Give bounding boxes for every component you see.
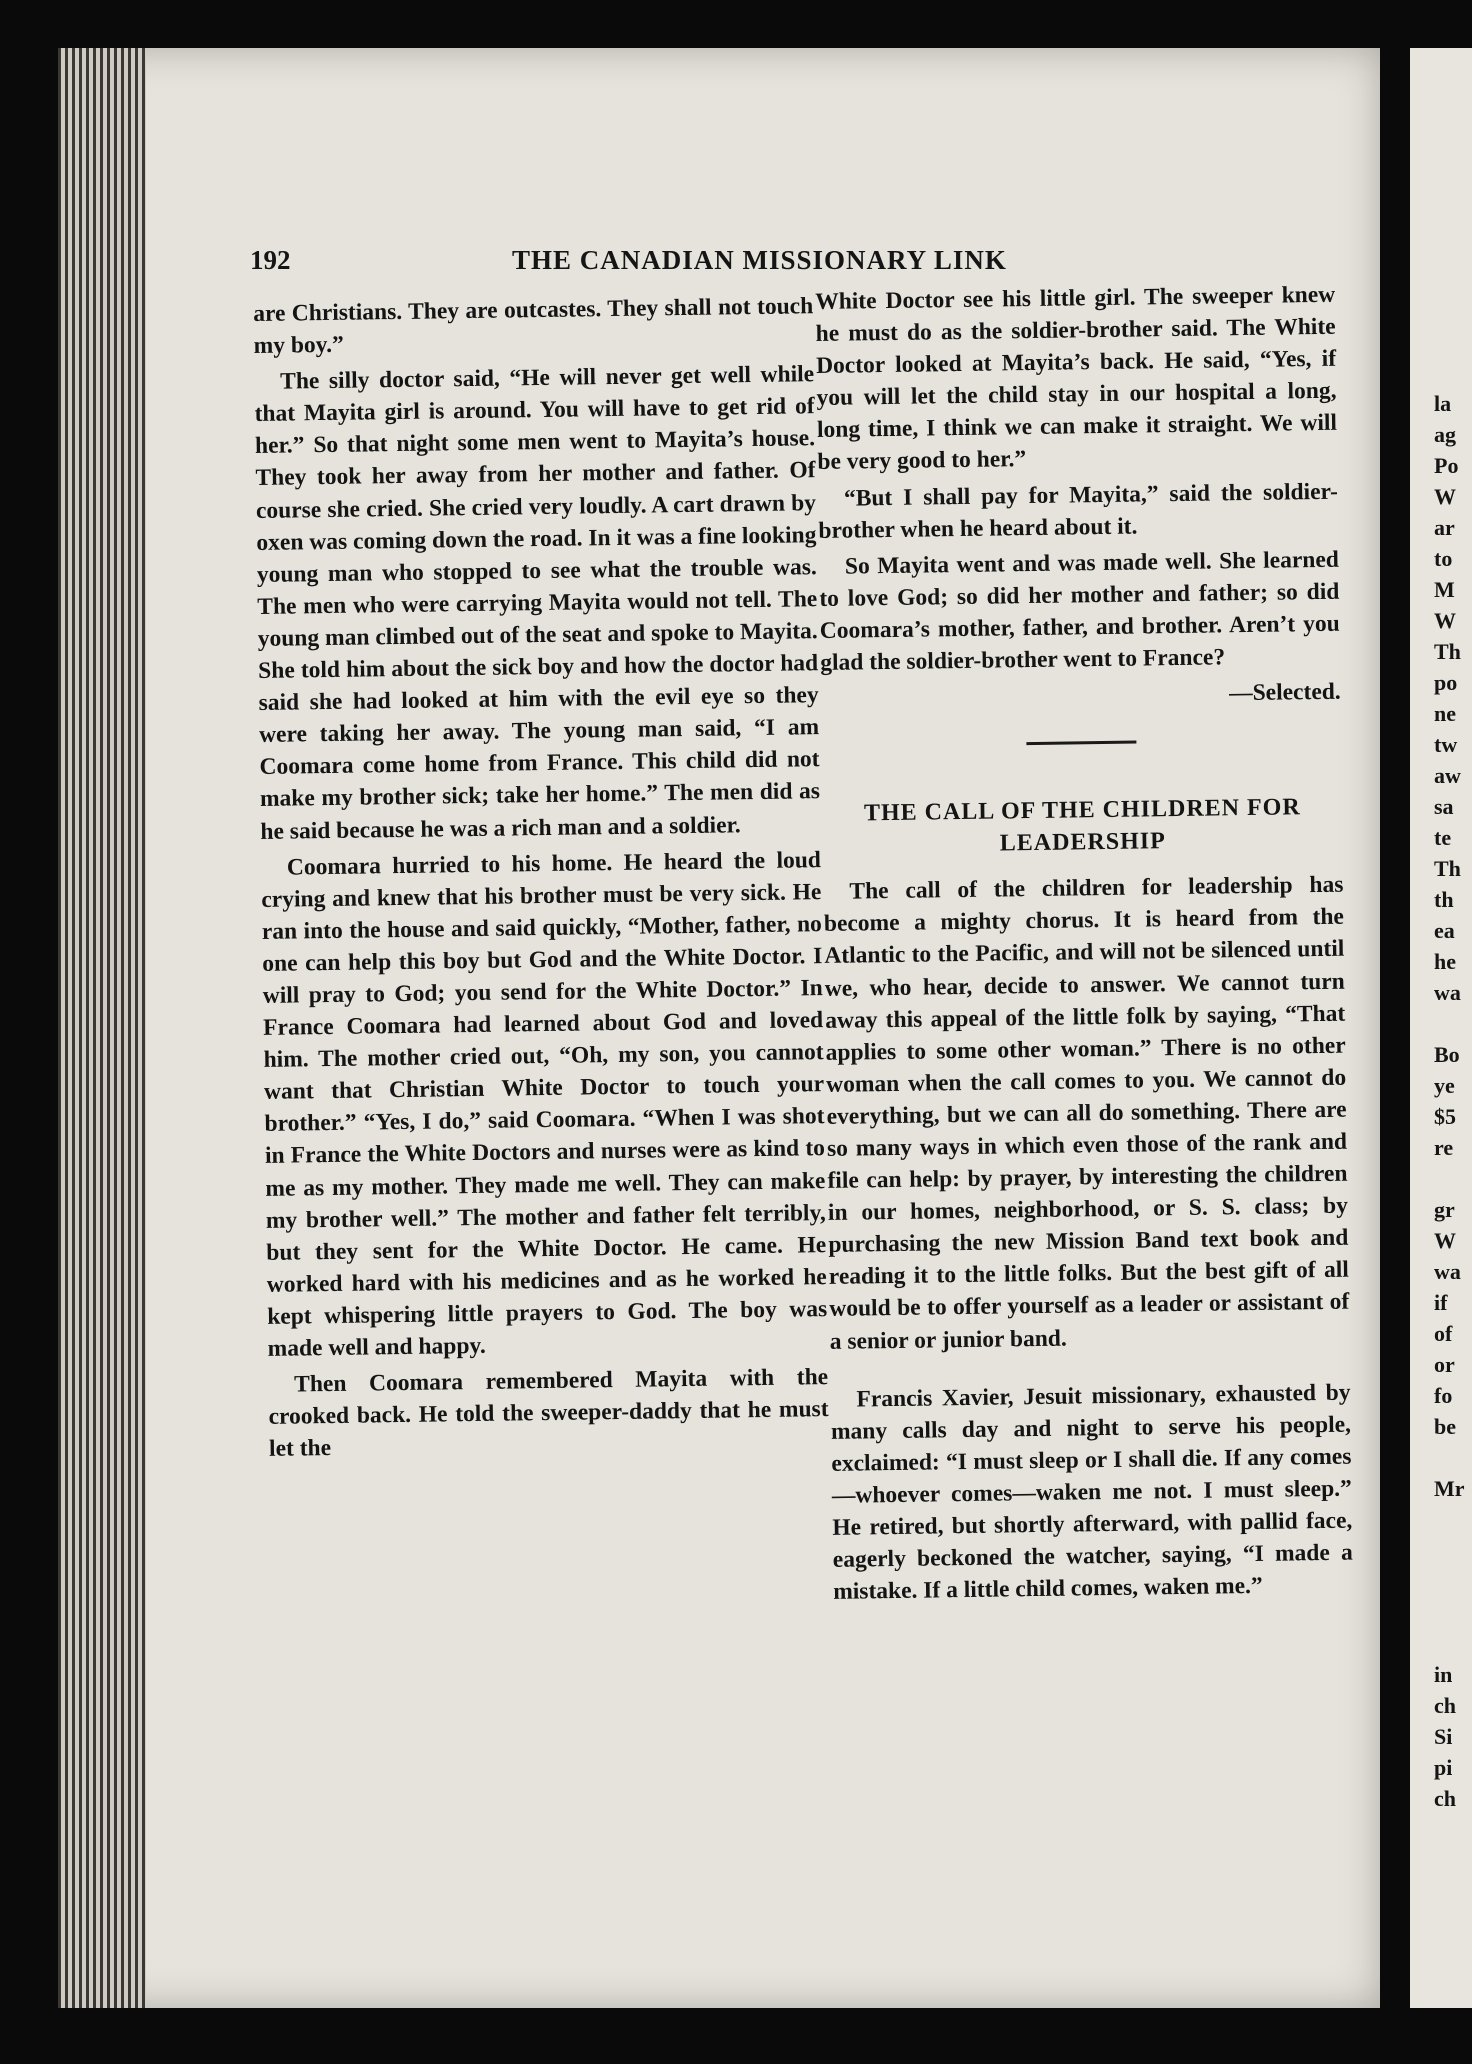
facing-page-lines	[1410, 388, 1465, 1814]
facing-page-fragment: ye	[1434, 1073, 1455, 1098]
facing-page-fragment: re	[1434, 1135, 1454, 1160]
facing-page-fragment: la	[1434, 391, 1452, 416]
facing-page-fragment: ar	[1434, 515, 1455, 540]
facing-page-strip	[1410, 48, 1472, 2008]
facing-page-fragment	[1410, 1442, 1465, 1473]
facing-page-fragment: fo	[1434, 1383, 1453, 1408]
facing-page-fragment: W	[1434, 608, 1456, 633]
facing-page-fragment	[1410, 1008, 1465, 1039]
facing-page-fragment	[1410, 1535, 1465, 1566]
facing-page-fragment: ne	[1434, 701, 1456, 726]
page-number: 192	[250, 245, 291, 275]
book-gutter	[1380, 0, 1410, 2064]
paragraph: “But I shall pay for Mayita,” said the soldier-brother when he heard about it.	[818, 478, 1339, 544]
facing-page-fragment: W	[1434, 1228, 1456, 1253]
facing-page-fragment: tw	[1434, 732, 1458, 757]
facing-page-fragment: sa	[1434, 794, 1454, 819]
facing-page-fragment: Si	[1434, 1724, 1453, 1749]
paragraph: are Christians. They are outcastes. They shall not touch my boy.”	[253, 293, 814, 360]
facing-page-fragment: th	[1434, 887, 1454, 912]
facing-page-fragment: te	[1434, 825, 1452, 850]
paragraph: Francis Xavier, Jesuit missionary, exhausted by many calls day and night to serve his people, exclaimed: “I must sleep or I shall die. If any comes—whoever comes—waken me not. I must sleep.” He retired, but shortly afterward, with pallid face, eagerly beckoned the watcher, saying, “I made a mistake. If a little child comes, waken me.”	[830, 1379, 1353, 1606]
facing-page-fragment: be	[1434, 1414, 1456, 1439]
facing-page-fragment: aw	[1434, 763, 1461, 788]
facing-page-fragment: Th	[1434, 856, 1461, 881]
facing-page-fragment: gr	[1434, 1197, 1455, 1222]
facing-page-fragment	[1410, 1504, 1465, 1535]
facing-page-fragment: if	[1434, 1290, 1448, 1315]
facing-page-fragment: pi	[1434, 1755, 1453, 1780]
facing-page-fragment: ch	[1434, 1693, 1456, 1718]
facing-page-fragment: ch	[1434, 1786, 1456, 1811]
facing-page-fragment: ea	[1434, 918, 1455, 943]
facing-page-fragment: Th	[1434, 639, 1461, 664]
paragraph: Then Coomara remembered Mayita with the crooked back. He told the sweeper-daddy that he must let the	[268, 1364, 829, 1463]
facing-page-fragment: W	[1434, 484, 1456, 509]
paragraph: Coomara hurried to his home. He heard the loud crying and knew that his brother must be very sick. He ran into the house and said quickly, “Mother, father, no one can help this boy but God and the White Doctor. I will pray to God; you send for the White Doctor.” In France Coomara had learned about God and loved him. The mother cried out, “Oh, my son, you cannot want that Christian White Doctor to touch your brother.” “Yes, I do,” said Coomara. “When I was shot in France the White Doctors and nurses were as kind to me as my mother. They made me well. They can make my brother well.” The mother and father felt terribly, but they sent for the White Doctor. He came. He worked hard with his medicines and as he worked he kept whispering little prayers to God. The boy was made well and happy.	[261, 846, 828, 1362]
facing-page-fragment	[1410, 1163, 1465, 1194]
running-head: THE CANADIAN MISSIONARY LINK	[512, 245, 1007, 275]
facing-page-fragment: or	[1434, 1352, 1455, 1377]
section-title: THE CALL OF THE CHILDREN FOR LEADERSHIP	[863, 794, 1301, 857]
facing-page-fragment: Bo	[1434, 1042, 1460, 1067]
facing-page-fragment: of	[1434, 1321, 1453, 1346]
paragraph: The call of the children for leadership has become a mighty chorus. It is heard from the Atlantic to the Pacific, and will not be silenced until we, who hear, decide to answer. We cannot turn away this appeal of the little folk by saying, “That applies to some other woman.” There is no other woman when the call comes to you. We cannot do everything, but we can all do something. There are so many ways in which even those of the rank and file can help: by prayer, by interesting the children in our homes, neighborhood, or S. S. class; by purchasing the new Mission Band text book and reading it to the little folks. But the best gift of all would be to offer yourself as a leader or assistant of a senior or junior band.	[823, 871, 1350, 1355]
facing-page-fragment: wa	[1434, 980, 1461, 1005]
facing-page-fragment	[1410, 1597, 1465, 1628]
section-divider	[1026, 741, 1136, 746]
facing-page-fragment	[1410, 1566, 1465, 1597]
page-edges	[58, 48, 146, 2008]
facing-page-fragment: to	[1434, 546, 1453, 571]
facing-page-fragment: in	[1434, 1662, 1453, 1687]
paragraph: The silly doctor said, “He will never get well while that Mayita girl is around. You will have to get rid of her.” So that night some men went to Mayita’s house. They took her away from her mother and father. Of course she cried. She cried very loudly. A cart drawn by oxen was coming down the road. In it was a fine looking young man who stopped to see what the trouble was. The men who were carrying Mayita would not tell. The young man climbed out of the seat and spoke to Mayita. She told him about the sick boy and how the doctor had said she had looked at him with the evil eye so they were taking her away. The young man said, “I am Coomara come home from France. This child did not make my brother sick; take her home.” The men did as he said because he was a rich man and a soldier.	[254, 361, 821, 845]
left-column	[253, 290, 829, 1469]
facing-page-fragment: $5	[1434, 1104, 1456, 1129]
facing-page-fragment: po	[1434, 670, 1458, 695]
page-header	[250, 245, 1070, 285]
signature: —Selected.	[1228, 678, 1341, 707]
paragraph: So Mayita went and was made well. She learned to love God; so did her mother and father; so did Coomara’s mother, father, and brother. Aren’t you glad the soldier-brother went to France?	[819, 546, 1340, 676]
facing-page-fragment	[1410, 1628, 1465, 1659]
facing-page-fragment: Po	[1434, 453, 1459, 478]
facing-page-fragment: ag	[1434, 422, 1456, 447]
facing-page-fragment: M	[1434, 577, 1455, 602]
paragraph: White Doctor see his little girl. The sweeper knew he must do as the soldier-brother said. The White Doctor looked at Mayita’s back. He said, “Yes, if you will let the child stay in our hospital a long, long time, I think we can make it straight. We will be very good to her.”	[815, 281, 1338, 476]
facing-page-fragment: Mr	[1434, 1476, 1465, 1501]
facing-page-fragment: wa	[1434, 1259, 1461, 1284]
right-column	[815, 279, 1353, 1612]
facing-page-fragment: he	[1434, 949, 1456, 974]
